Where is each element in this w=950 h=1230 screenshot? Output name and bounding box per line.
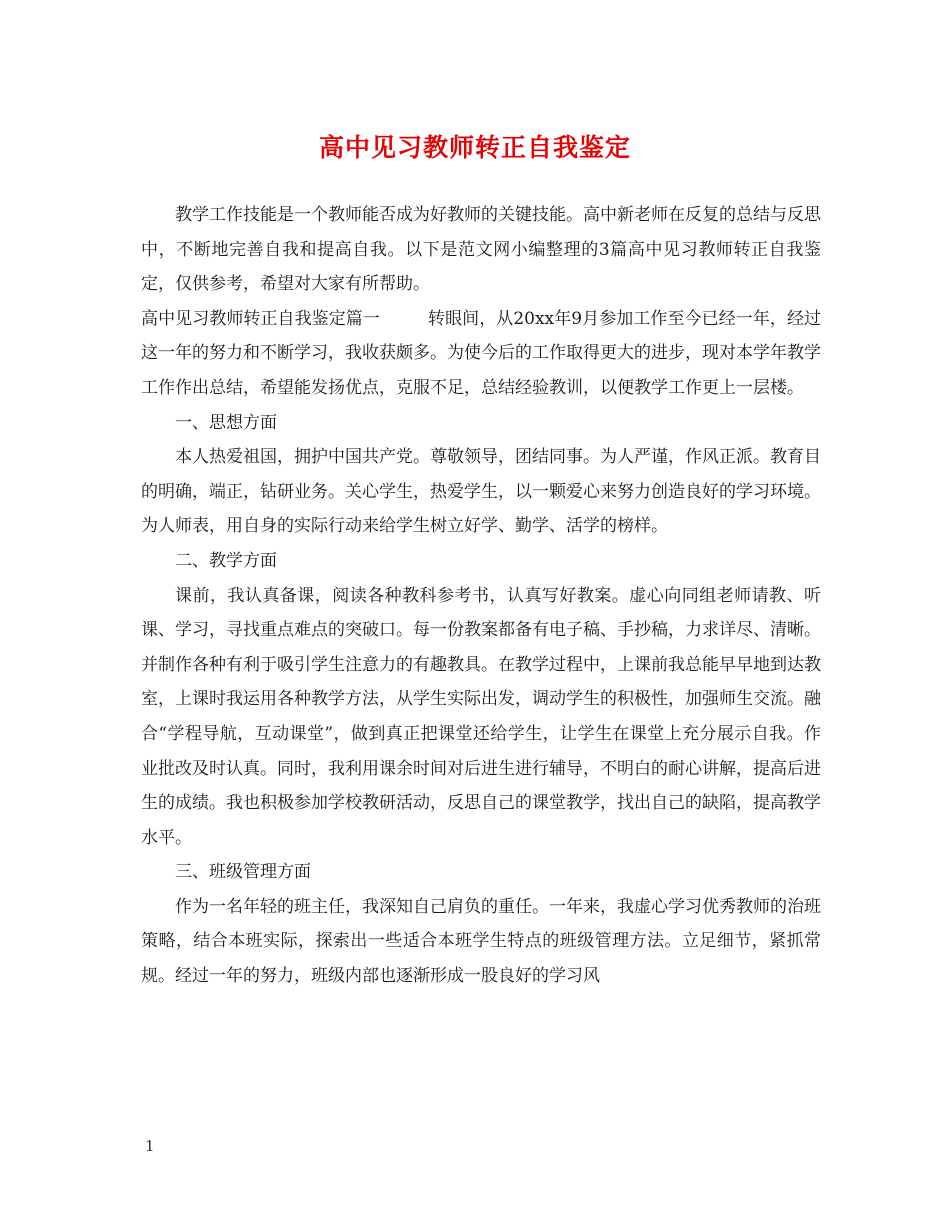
intro-paragraph: 教学工作技能是一个教师能否成为好教师的关键技能。高中新老师在反复的总结与反思中，不断地完善自我和提高自我。以下是范文网小编整理的3篇高中见习教师转正自我鉴定，仅供参考，希望对大家有所帮助。 <box>141 205 821 295</box>
article-heading: 高中见习教师转正自我鉴定篇一 <box>141 308 380 329</box>
page-number: 1 <box>145 1137 155 1155</box>
article-opening-text: 转眼间，从20xx年9月参加工作至今已经一年，经过这一年的努力和不断学习，我收获颇多。为使今后的工作取得更大的进步，现对本学年教学工作作出总结，希望能发扬优点，克服不足，总结经验教训，以便教学工作更上一层楼。 <box>141 308 822 398</box>
document-body <box>141 198 821 994</box>
section-heading-class-management: 三、班级管理方面 <box>175 862 311 883</box>
section-body-teaching: 课前，我认真备课，阅读各种教科参考书，认真写好教案。虚心向同组老师请教、听课、学习，寻找重点难点的突破口。每一份教案都备有电子稿、手抄稿，力求详尽、清晰。并制作各种有利于吸引学生注意力的有趣教具。在教学过程中，上课前我总能早早地到达教室，上课时我运用各种教学方法，从学生实际出发，调动学生的积极性，加强师生交流。融合“学程导航，互动课堂”，做到真正把课堂还给学生，让学生在课堂上充分展示自我。作业批改及时认真。同时，我利用课余时间对后进生进行辅导，不明白的耐心讲解，提高后进生的成绩。我也积极参加学校教研活动，反思自己的课堂教学，找出自己的缺陷，提高教学水平。 <box>141 585 821 848</box>
document-title: 高中见习教师转正自我鉴定 <box>318 133 631 162</box>
section-body-class-management: 作为一名年轻的班主任，我深知自己肩负的重任。一年来，我虚心学习优秀教师的治班策略，结合本班实际，探索出一些适合本班学生特点的班级管理方法。立足细节，紧抓常规。经过一年的努力，班级内部也逐渐形成一股良好的学习风 <box>141 896 821 987</box>
article-opening-paragraph <box>141 302 821 406</box>
section-heading-teaching: 二、教学方面 <box>175 550 277 571</box>
section-heading-thought: 一、思想方面 <box>175 412 277 433</box>
section-body-thought: 本人热爱祖国，拥护中国共产党。尊敬领导，团结同事。为人严谨，作风正派。教育目的明确，端正，钻研业务。关心学生，热爱学生，以一颗爱心来努力创造良好的学习环境。为人师表，用自身的实际行动来给学生树立好学、勤学、活学的榜样。 <box>141 447 821 537</box>
